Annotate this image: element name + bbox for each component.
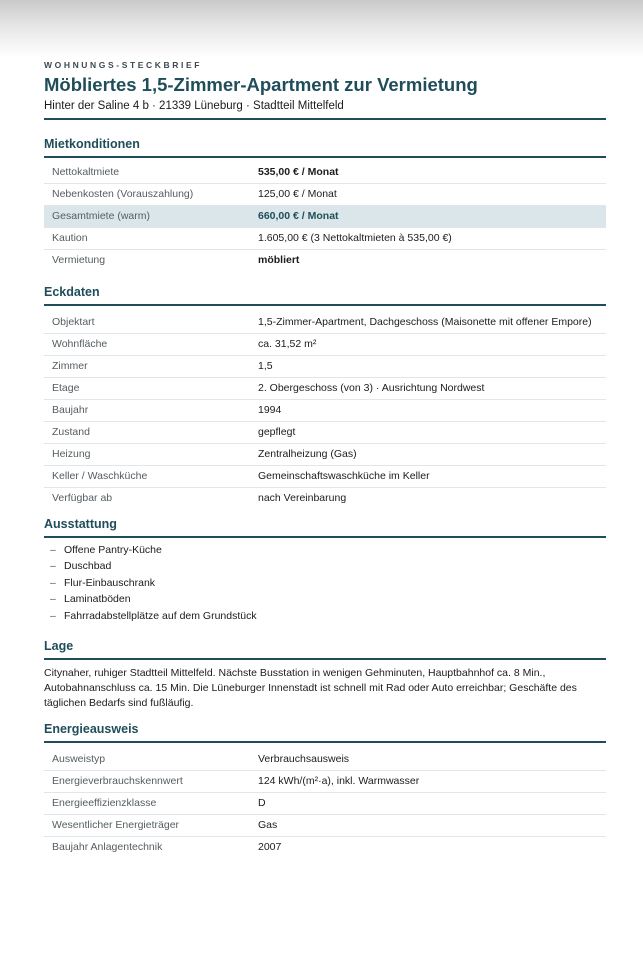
table-row	[44, 228, 606, 250]
table-row	[44, 334, 606, 356]
list-item-text: Offene Pantry-Küche	[64, 543, 162, 556]
table-row	[44, 162, 606, 184]
energieausweis-table	[44, 749, 606, 858]
row-label: Energieeffizienzklasse	[52, 796, 157, 809]
eckdaten-table	[44, 312, 606, 509]
table-row	[44, 378, 606, 400]
row-label: Objektart	[52, 315, 95, 328]
table-row	[44, 422, 606, 444]
section-mietkonditionen	[44, 134, 606, 271]
table-row	[44, 793, 606, 815]
table-row	[44, 400, 606, 422]
table-row-highlight	[44, 206, 606, 228]
section-divider	[44, 536, 606, 538]
row-value: 1.605,00 € (3 Nettokaltmieten à 535,00 €)	[258, 231, 452, 244]
title-divider	[44, 118, 606, 120]
page-title: Möbliertes 1,5-Zimmer-Apartment zur Vermietung	[44, 74, 478, 95]
section-heading: Energieausweis	[44, 722, 139, 736]
row-value: 124 kWh/(m²·a), inkl. Warmwasser	[258, 774, 420, 787]
row-value: Gas	[258, 818, 278, 831]
list-item-text: Laminatböden	[64, 593, 131, 605]
section-heading: Lage	[44, 639, 74, 653]
row-label: Zustand	[52, 425, 90, 438]
row-value: ca. 31,52 m²	[258, 337, 317, 350]
row-label: Ausweistyp	[52, 752, 106, 765]
row-value: Verbrauchsausweis	[258, 752, 350, 765]
table-row	[44, 312, 606, 334]
row-label: Verfügbar ab	[52, 491, 113, 504]
row-label: Nettokaltmiete	[52, 165, 120, 178]
list-item-text: Flur-Einbauschrank	[64, 576, 156, 589]
section-divider	[44, 741, 606, 743]
row-label: Zimmer	[52, 359, 88, 372]
section-heading: Ausstattung	[44, 517, 117, 531]
row-label: Vermietung	[52, 253, 106, 266]
table-row	[44, 837, 606, 858]
row-label: Wohnfläche	[52, 337, 108, 350]
row-value: 1994	[258, 403, 282, 416]
mietkonditionen-table	[44, 162, 606, 271]
dash-icon: –	[50, 576, 56, 589]
row-value: nach Vereinbarung	[258, 491, 347, 504]
row-value: Zentralheizung (Gas)	[258, 447, 357, 460]
row-value: 1,5-Zimmer-Apartment, Dachgeschoss (Maisonette mit offener Empore)	[258, 315, 592, 328]
row-value: 125,00 € / Monat	[258, 187, 337, 200]
table-row	[44, 466, 606, 488]
row-label: Baujahr Anlagentechnik	[52, 840, 163, 853]
location-description	[44, 660, 606, 711]
table-row	[44, 356, 606, 378]
row-label: Baujahr	[52, 403, 89, 416]
row-value: 535,00 € / Monat	[258, 165, 339, 178]
row-value: 660,00 € / Monat	[258, 209, 339, 222]
row-label: Keller / Waschküche	[52, 469, 148, 482]
dash-icon: –	[50, 609, 56, 622]
dash-icon: –	[50, 560, 56, 572]
section-eckdaten	[44, 282, 606, 509]
table-row	[44, 771, 606, 793]
location-line: Autobahnanschluss ca. 15 Min. Die Lüneburger Innenstadt ist schnell mit Rad oder Auto erreichbar; Geschäfte des	[44, 681, 577, 694]
table-row	[44, 444, 606, 466]
section-divider	[44, 156, 606, 158]
top-shade	[0, 0, 643, 58]
list-item	[44, 575, 606, 592]
dash-icon: –	[50, 543, 56, 556]
section-heading: Mietkonditionen	[44, 137, 140, 151]
row-value: D	[258, 796, 266, 809]
list-item-text: Duschbad	[64, 560, 112, 572]
row-value: gepflegt	[258, 425, 296, 438]
table-row	[44, 488, 606, 509]
section-divider	[44, 304, 606, 306]
row-label: Kaution	[52, 231, 88, 244]
table-row	[44, 250, 606, 271]
row-label: Etage	[52, 381, 80, 394]
row-label: Heizung	[52, 447, 91, 460]
list-item-text: Fahrradabstellplätze auf dem Grundstück	[64, 609, 257, 622]
section-lage	[44, 636, 606, 711]
location-line: Citynaher, ruhiger Stadtteil Mittelfeld. Nächste Busstation in wenigen Gehminuten, Hauptbahnhof ca. 8 Min.,	[44, 666, 546, 679]
list-item	[44, 591, 606, 608]
document-eyebrow: WOHNUNGS-STECKBRIEF	[44, 60, 203, 70]
location-line: täglichen Bedarfs sind fußläufig.	[44, 696, 194, 709]
address-line: Hinter der Saline 4 b · 21339 Lüneburg · Stadtteil Mittelfeld	[44, 100, 344, 112]
section-ausstattung	[44, 514, 606, 624]
table-row	[44, 815, 606, 837]
section-energieausweis	[44, 719, 606, 858]
dash-icon: –	[50, 593, 56, 605]
feature-list	[44, 542, 606, 625]
row-value: Gemeinschaftswaschküche im Keller	[258, 469, 430, 482]
row-label: Gesamtmiete (warm)	[52, 209, 151, 222]
row-value: 2. Obergeschoss (von 3) · Ausrichtung Nordwest	[258, 381, 485, 394]
list-item	[44, 558, 606, 575]
row-value: 2007	[258, 840, 282, 853]
section-heading: Eckdaten	[44, 285, 100, 299]
table-row	[44, 184, 606, 206]
list-item	[44, 542, 606, 559]
row-value: 1,5	[258, 359, 273, 372]
table-row	[44, 749, 606, 771]
list-item	[44, 608, 606, 625]
row-label: Energieverbrauchskennwert	[52, 774, 183, 787]
row-value: möbliert	[258, 253, 300, 266]
row-label: Nebenkosten (Vorauszahlung)	[52, 187, 194, 200]
row-label: Wesentlicher Energieträger	[52, 818, 180, 831]
